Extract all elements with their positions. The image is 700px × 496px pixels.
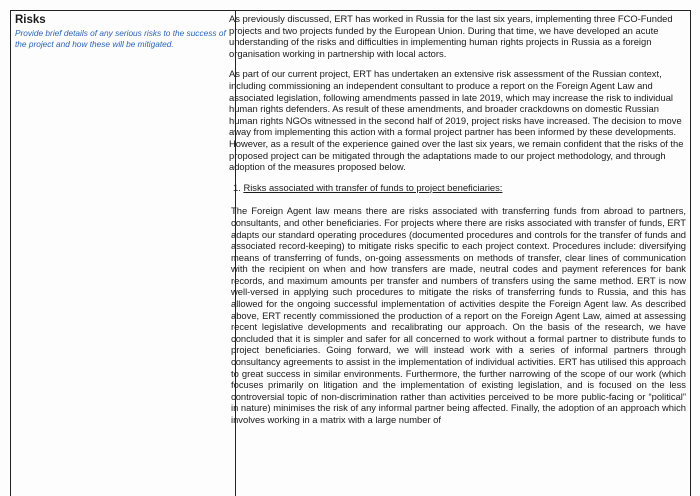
subheading-number: 1. — [233, 181, 241, 193]
section-title: Risks — [15, 14, 46, 26]
risks-content-cell — [229, 13, 686, 426]
paragraph-foreign-agent-law: The Foreign Agent law means there are risks associated with transferring funds from abroad to partners, consultants, and other beneficiaries. For projects where there are risks associated with transfer of funds, ERT adapts our standard operating procedures (documented procedures and controls for the transfer of funds and associated record-keeping) to mitigate risks specific to each project context. Procedures include: diversifying means of transferring of funds, on-going assessments on methods of transfer, clear lines of communication with the recipient on when and how transfers are made, neutral codes and payment references for bank records, and maximum amounts per transfer and numbers of transfers using the same method. ERT is now well-versed in applying such procedures to mitigate the risks of transferring funds to Russia, and this has allowed for the ongoing successful implementation of activities despite the Foreign Agent law. As described above, ERT recently commissioned the production of a report on the Foreign Agent Law, aimed at assessing recent legislative developments and recalibrating our approach. On the basis of the research, we have concluded that it is simpler and safer for all concerned to work without a formal partner to distribute funds to project beneficiaries. Going forward, we will instead work with a series of informal partners through consultancy agreements to assist in the implementation of individual activities. ERT has utilised this approach to great success in similar environments. Furthermore, the further narrowing of the scope of our work (which focuses primarily on litigation and the implementation of existing legislation, and is focused on the less controversial topic of non-discrimination rather than activities perceived to be more public-facing or “political” in nature) minimises the risk of any informal partner being affected. Finally, the adoption of an approach which involves working in a matrix with a large number of — [231, 205, 686, 425]
subheading-text: Risks associated with transfer of funds to project beneficiaries: — [243, 181, 503, 193]
paragraph-risk-assessment: As part of our current project, ERT has undertaken an extensive risk assessment of the Russian context, including commissioning an independent consultant to produce a report on the Foreign Agent Law and associated legislation, following amendments passed in late 2019, which may increase the risk to individual human rights defenders. As result of these amendments, and broader crackdowns on domestic Russian human rights NGOs witnessed in the second half of 2019, project risks have increased. The decision to move away from implementing this action with a formal project partner has been informed by these developments. However, as a result of the experience gained over the last six years, we remain confident that the risks of the proposed project can be mitigated through the adaptations made to our project methodology, and through adoption of the measures proposed below. — [229, 68, 684, 173]
paragraph-previous-work: As previously discussed, ERT has worked in Russia for the last six years, implementing three FCO-Funded projects and two projects funded by the European Union. During that time, we have developed an acute understanding of the risks and difficulties in implementing human rights projects in Russia as a foreign organisation working in partnership with local actors. — [229, 13, 673, 59]
subheading-transfer-risks — [233, 182, 686, 194]
risks-table — [10, 10, 691, 496]
risks-label-cell — [15, 13, 229, 49]
section-instruction: Provide brief details of any serious risks to the success of the project and how these will be mitigated. — [15, 28, 226, 49]
